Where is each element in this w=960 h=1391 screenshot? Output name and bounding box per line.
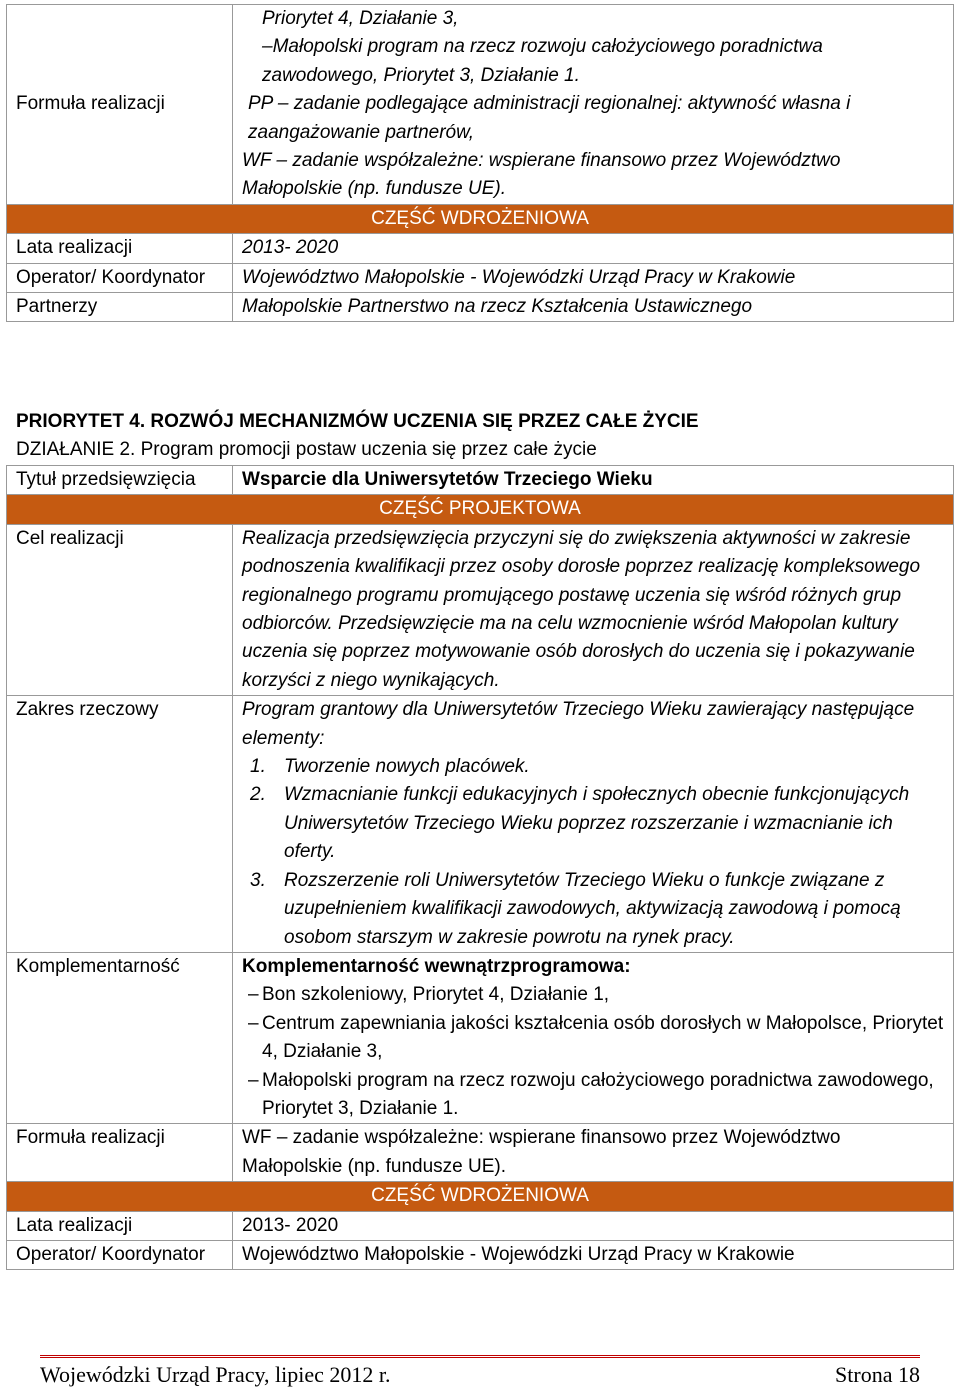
project-header-row — [7, 495, 954, 524]
compl-item-text: Centrum zapewniania jakości kształcenia osób dorosłych w Małopolsce, Priorytet 4, Działanie 3, — [262, 1012, 944, 1063]
operator-value: Województwo Małopolskie - Wojewódzki Urząd Pracy w Krakowie — [233, 263, 954, 292]
scope-intro: Program grantowy dla Uniwersytetów Trzeciego Wieku zawierający następujące elementy: — [242, 699, 915, 749]
page-footer — [40, 1355, 920, 1388]
list-item-text: Wzmacnianie funkcji edukacyjnych i społecznych obecnie funkcjonujących Uniwersytetów Trzeciego Wieku poprzez rozszerzanie i wzmacnianie ich oferty. — [284, 784, 910, 863]
top-table — [6, 4, 954, 322]
years-row — [7, 1211, 954, 1240]
project-header: CZĘŚĆ PROJEKTOWA — [7, 495, 954, 524]
partners-label: Partnerzy — [7, 293, 233, 322]
compl-cont-text-2: Małopolski program na rzecz rozwoju całożyciowego poradnictwa — [272, 36, 823, 58]
scope-list — [242, 753, 944, 952]
formula-line-1: PP – zadanie podlegające administracji regionalnej: aktywność własna i zaangażowanie partnerów, — [248, 93, 851, 143]
operator-label: Operator/ Koordynator — [7, 263, 233, 292]
impl-header-row — [7, 1182, 954, 1211]
goal-row — [7, 524, 954, 695]
priority-title: PRIORYTET 4. ROZWÓJ MECHANIZMÓW UCZENIA SIĘ PRZEZ CAŁE ŻYCIE — [16, 411, 699, 432]
dash-bullet: – — [248, 1012, 259, 1034]
formula-label: Formuła realizacji — [7, 1124, 233, 1182]
formula-value: WF – zadanie współzależne: wspierane finansowo przez Województwo Małopolskie (np. fundusze UE). — [233, 1124, 954, 1182]
years-row — [7, 234, 954, 263]
compl-cont-line-2: –Małopolski program na rzecz rozwoju całożyciowego poradnictwa — [262, 36, 823, 58]
formula-row — [7, 90, 954, 204]
goal-label: Cel realizacji — [7, 524, 233, 695]
complementarity-cont-row — [7, 5, 954, 91]
action-title-text: DZIAŁANIE 2. Program promocji postaw uczenia się przez całe życie — [16, 439, 597, 460]
operator-value: Województwo Małopolskie - Wojewódzki Urząd Pracy w Krakowie — [233, 1240, 954, 1269]
page-number: Strona 18 — [835, 1362, 920, 1387]
impl-header-row — [7, 204, 954, 233]
goal-value: Realizacja przedsięwzięcia przyczyni się do zwiększenia aktywności w zakresie podnoszenia kwalifikacji przez osoby dorosłe poprzez realizację kompleksowego regionalnego programu promującego postawę uczenia się wśród różnych grup odbiorców. Przedsięwzięcie ma na celu wzmocnienie wśród Małopolan kultury uczenia się poprzez motywowanie osób dorosłych do uczenia się i pokazywanie korzyści z niego wynikających. — [233, 524, 954, 695]
formula-row — [7, 1124, 954, 1182]
list-item-number: 3. — [250, 869, 266, 891]
list-item-number: 1. — [250, 756, 266, 778]
title-label: Tytuł przedsięwzięcia — [7, 466, 233, 495]
partners-value: Małopolskie Partnerstwo na rzecz Kształcenia Ustawicznego — [233, 293, 954, 322]
formula-label: Formuła realizacji — [7, 90, 233, 204]
title-row — [7, 466, 954, 495]
list-item — [250, 753, 944, 781]
compl-cont-line-1: Priorytet 4, Działanie 3, — [262, 8, 459, 29]
dash-bullet: – — [248, 1069, 259, 1091]
list-item — [250, 867, 944, 952]
operator-row — [7, 1240, 954, 1269]
action-title — [6, 436, 954, 464]
project-table — [6, 465, 954, 1270]
list-item — [250, 781, 944, 866]
list-item-number: 2. — [250, 784, 266, 806]
compl-item-3 — [242, 1067, 944, 1124]
scope-label: Zakres rzeczowy — [7, 696, 233, 953]
scope-row — [7, 696, 954, 953]
partners-row — [7, 293, 954, 322]
formula-line-2: WF – zadanie współzależne: wspierane finansowo przez Województwo Małopolskie (np. fundusze UE). — [242, 150, 841, 200]
title-value: Wsparcie dla Uniwersytetów Trzeciego Wieku — [233, 466, 954, 495]
compl-item-2 — [242, 1010, 944, 1067]
footer-left: Wojewódzki Urząd Pracy, lipiec 2012 r. — [40, 1362, 391, 1387]
compl-cont-line-3: zawodowego, Priorytet 3, Działanie 1. — [262, 64, 580, 86]
compl-item-text: Bon szkoleniowy, Priorytet 4, Działanie 1, — [262, 984, 610, 1006]
complementarity-row — [7, 952, 954, 1123]
impl-header: CZĘŚĆ WDROŻENIOWA — [7, 1182, 954, 1211]
compl-item-text: Małopolski program na rzecz rozwoju całożyciowego poradnictwa zawodowego, Priorytet 3, Działanie 1. — [262, 1069, 934, 1119]
operator-row — [7, 263, 954, 292]
years-value: 2013- 2020 — [233, 1211, 954, 1240]
impl-header: CZĘŚĆ WDROŻENIOWA — [7, 204, 954, 233]
dash-bullet: – — [248, 984, 259, 1006]
years-label: Lata realizacji — [7, 1211, 233, 1240]
list-item-text: Tworzenie nowych placówek. — [284, 756, 530, 778]
compl-label: Komplementarność — [7, 952, 233, 1123]
years-value: 2013- 2020 — [233, 234, 954, 263]
operator-label: Operator/ Koordynator — [7, 1240, 233, 1269]
list-item-text: Rozszerzenie roli Uniwersytetów Trzeciego Wieku o funkcje związane z uzupełnieniem kwalifikacji zawodowych, aktywizacją zawodową i pomocą osobom starszym w zakresie powrotu na rynek pracy. — [284, 869, 901, 948]
compl-item-1 — [242, 981, 944, 1009]
years-label: Lata realizacji — [7, 234, 233, 263]
compl-heading: Komplementarność wewnątrzprogramowa: — [242, 955, 631, 977]
